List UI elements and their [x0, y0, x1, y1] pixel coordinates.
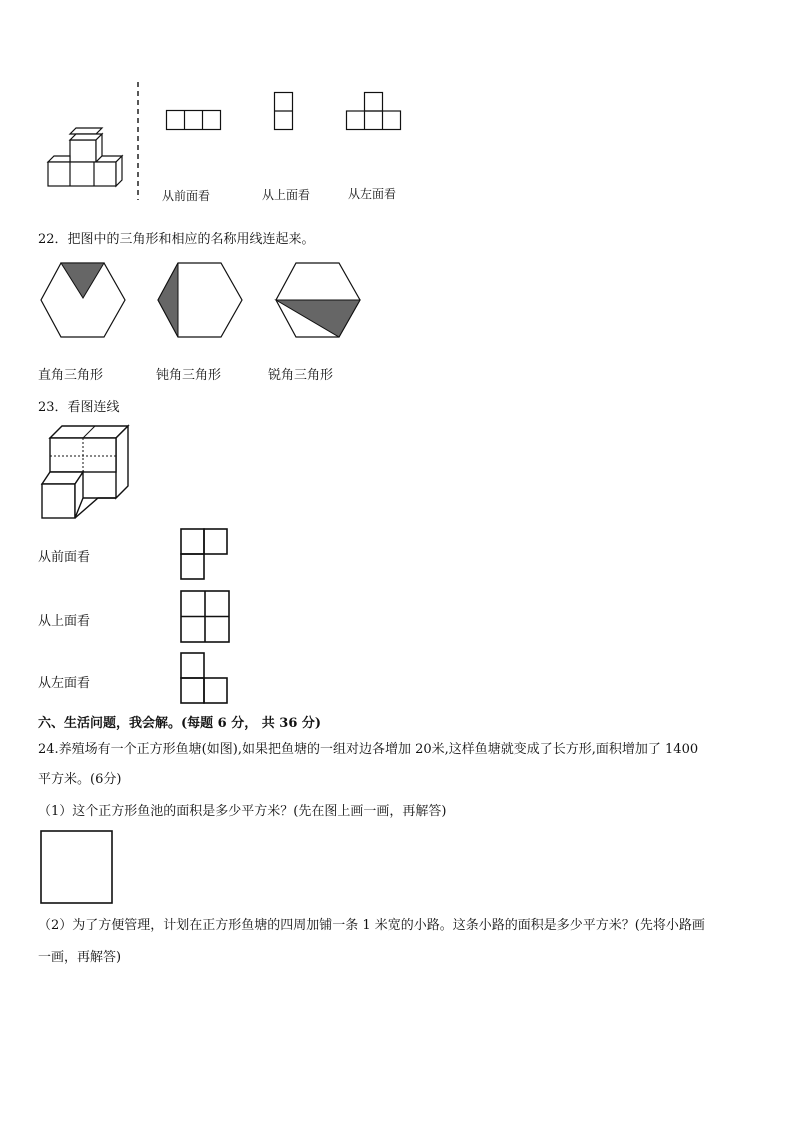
q23-view-option-3	[180, 652, 230, 706]
divider-dashed-line	[136, 82, 140, 200]
front-view-figure	[166, 110, 222, 132]
q23-label-top: 从上面看	[38, 614, 91, 629]
square-fish-pond-figure	[40, 830, 114, 906]
left-view-label: 从左面看	[348, 187, 397, 201]
q24-line1: 24.养殖场有一个正方形鱼塘(如图),如果把鱼塘的一组对边各增加 20米,这样鱼塘就变成了长方形,面积增加了 1400	[38, 742, 699, 757]
name-right-triangle: 直角三角形	[38, 368, 104, 383]
top-view-figure	[274, 92, 296, 132]
q24-part2-line2: 一画，再解答)	[38, 950, 122, 965]
hexagon-obtuse-triangle	[157, 262, 243, 338]
l-shaped-block-figure	[40, 424, 130, 520]
q23-label-left: 从左面看	[38, 676, 91, 691]
top-view-label: 从上面看	[262, 188, 311, 202]
name-obtuse-triangle: 钝角三角形	[156, 368, 222, 383]
q22-prompt: 22．把图中的三角形和相应的名称用线连起来。	[38, 232, 315, 247]
section6-title: 六、生活问题，我会解。(每题 6 分， 共 36 分)	[38, 716, 322, 731]
q23-label-front: 从前面看	[38, 550, 91, 565]
left-view-figure	[346, 92, 404, 132]
hexagon-acute-triangle	[275, 262, 361, 338]
name-acute-triangle: 锐角三角形	[268, 368, 334, 383]
hexagon-right-triangle	[40, 262, 126, 338]
cube-stack-figure	[44, 128, 124, 190]
q23-prompt: 23．看图连线	[38, 400, 120, 415]
q24-part2-line1: （2）为了方便管理，计划在正方形鱼塘的四周加铺一条 1 米宽的小路。这条小路的面积是多少平方米？(先将小路画	[38, 918, 705, 933]
q24-part1: （1）这个正方形鱼池的面积是多少平方米？(先在图上画一画，再解答)	[38, 804, 447, 819]
front-view-label: 从前面看	[162, 189, 211, 203]
q23-view-option-1	[180, 528, 230, 582]
q23-view-option-2	[180, 590, 232, 644]
q24-line2: 平方米。(6分)	[38, 772, 122, 787]
